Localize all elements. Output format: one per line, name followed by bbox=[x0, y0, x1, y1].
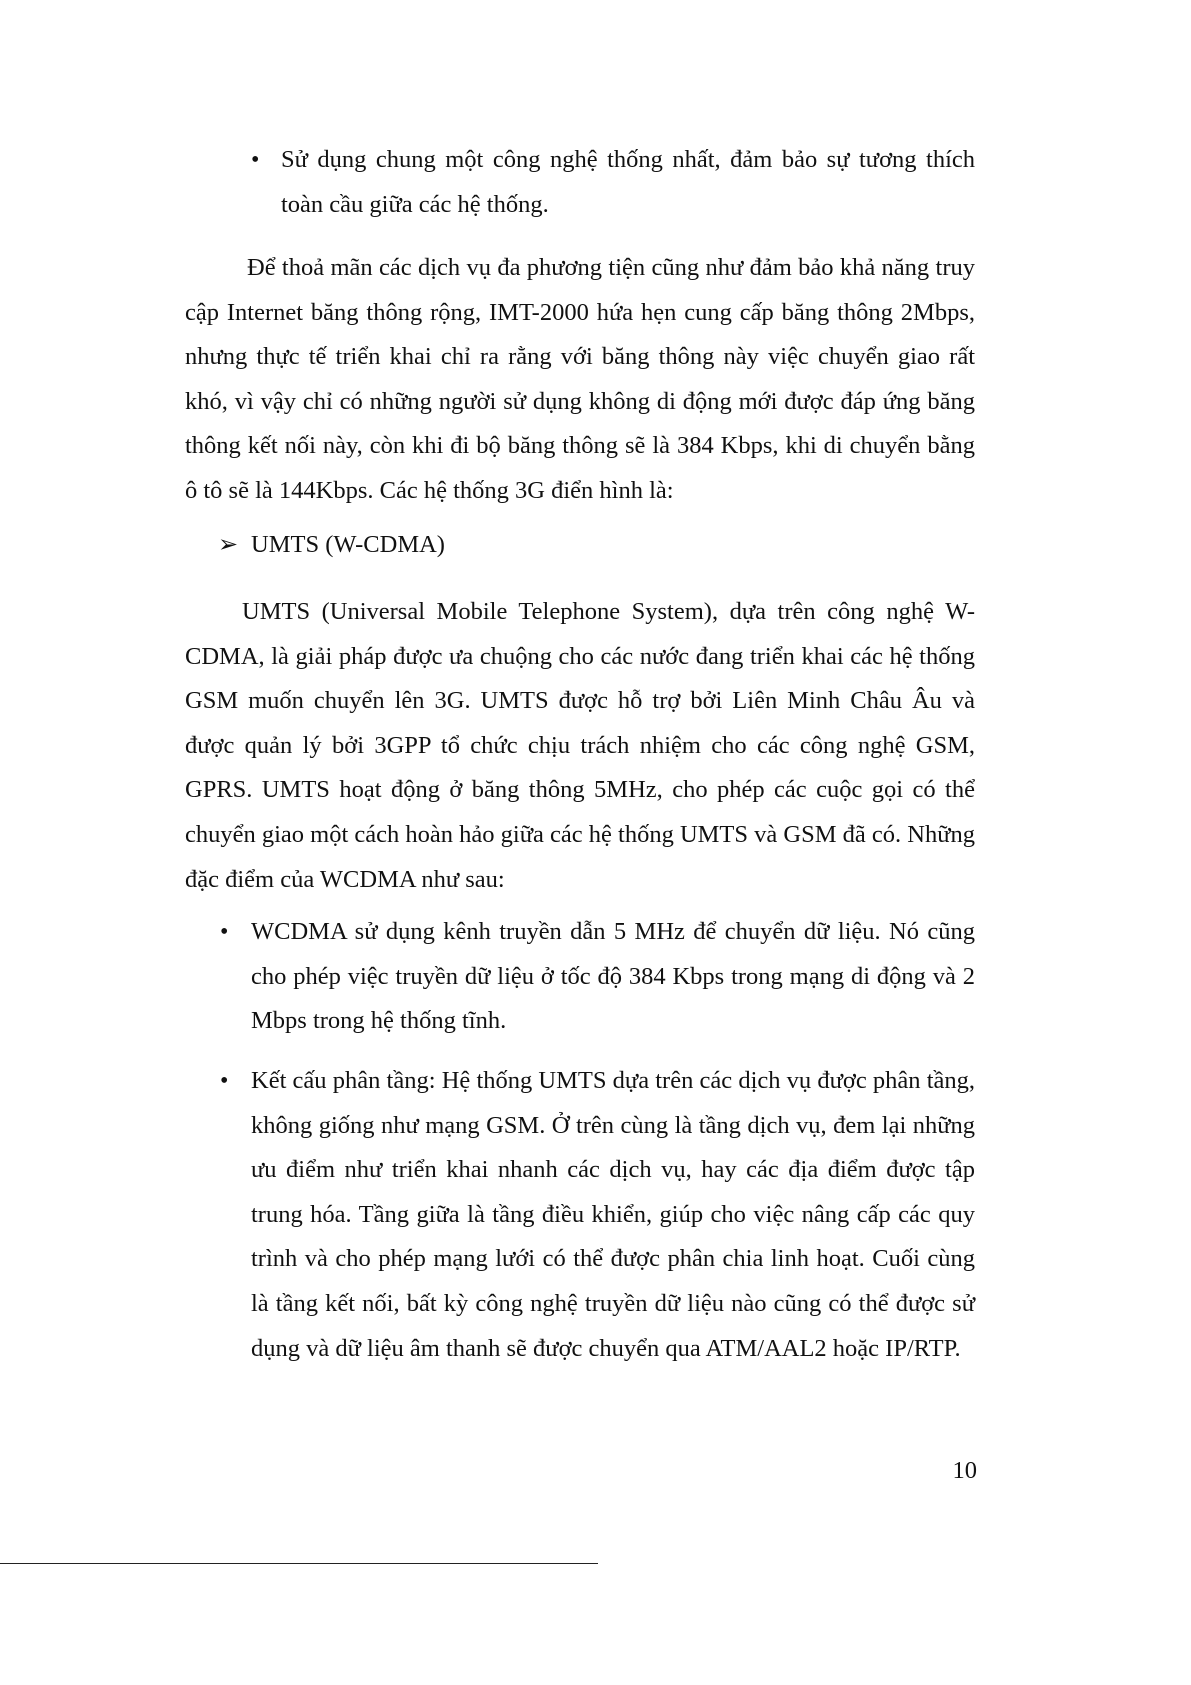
footer-divider bbox=[0, 1563, 598, 1564]
bullet-marker: • bbox=[220, 1068, 229, 1094]
bullet-marker: • bbox=[251, 147, 260, 173]
bullet-item-global-compatibility: Sử dụng chung một công nghệ thống nhất, đảm bảo sự tương thích toàn cầu giữa các hệ thống. bbox=[281, 146, 975, 218]
bullet-item-layered-architecture: Kết cấu phân tầng: Hệ thống UMTS dựa trên các dịch vụ được phân tầng, không giống như mạng GSM. Ở trên cùng là tầng dịch vụ, đem lại những ưu điểm như triển khai nhanh các dịch vụ, hay các địa điểm được tập trung hóa. Tầng giữa là tầng điều khiển, giúp cho việc nâng cấp các quy trình và cho phép mạng lưới có thể được phân chia linh hoạt. Cuối cùng là tầng kết nối, bất kỳ công nghệ truyền dữ liệu nào cũng có thể được sử dụng và dữ liệu âm thanh sẽ được chuyển qua ATM/AAL2 hoặc IP/RTP. bbox=[251, 1067, 975, 1362]
page-number: 10 bbox=[952, 1457, 977, 1484]
arrow-bullet-icon: ➢ bbox=[218, 532, 239, 558]
bullet-item-wcdma-channel: WCDMA sử dụng kênh truyền dẫn 5 MHz để chuyển dữ liệu. Nó cũng cho phép việc truyền dữ liệu ở tốc độ 384 Kbps trong mạng di động và 2 Mbps trong hệ thống tĩnh. bbox=[251, 918, 975, 1035]
section-heading-umts: UMTS (W-CDMA) bbox=[251, 531, 445, 558]
bullet-marker: • bbox=[220, 919, 229, 945]
paragraph-imt2000-bandwidth: Để thoả mãn các dịch vụ đa phương tiện cũng như đảm bảo khả năng truy cập Internet băng thông rộng, IMT-2000 hứa hẹn cung cấp băng thông 2Mbps, nhưng thực tế triển khai chỉ ra rằng với băng thông này việc chuyển giao rất khó, vì vậy chỉ có những người sử dụng không di động mới được đáp ứng băng thông kết nối này, còn khi đi bộ băng thông sẽ là 384 Kbps, khi di chuyển bằng ô tô sẽ là 144Kbps. Các hệ thống 3G điển hình là: bbox=[185, 254, 975, 504]
paragraph-umts-description: UMTS (Universal Mobile Telephone System), dựa trên công nghệ W-CDMA, là giải pháp được ưa chuộng cho các nước đang triển khai các hệ thống GSM muốn chuyển lên 3G. UMTS được hỗ trợ bởi Liên Minh Châu Âu và được quản lý bởi 3GPP tổ chức chịu trách nhiệm cho các công nghệ GSM, GPRS. UMTS hoạt động ở băng thông 5MHz, cho phép các cuộc gọi có thể chuyển giao một cách hoàn hảo giữa các hệ thống UMTS và GSM đã có. Những đặc điểm của WCDMA như sau: bbox=[185, 598, 975, 893]
